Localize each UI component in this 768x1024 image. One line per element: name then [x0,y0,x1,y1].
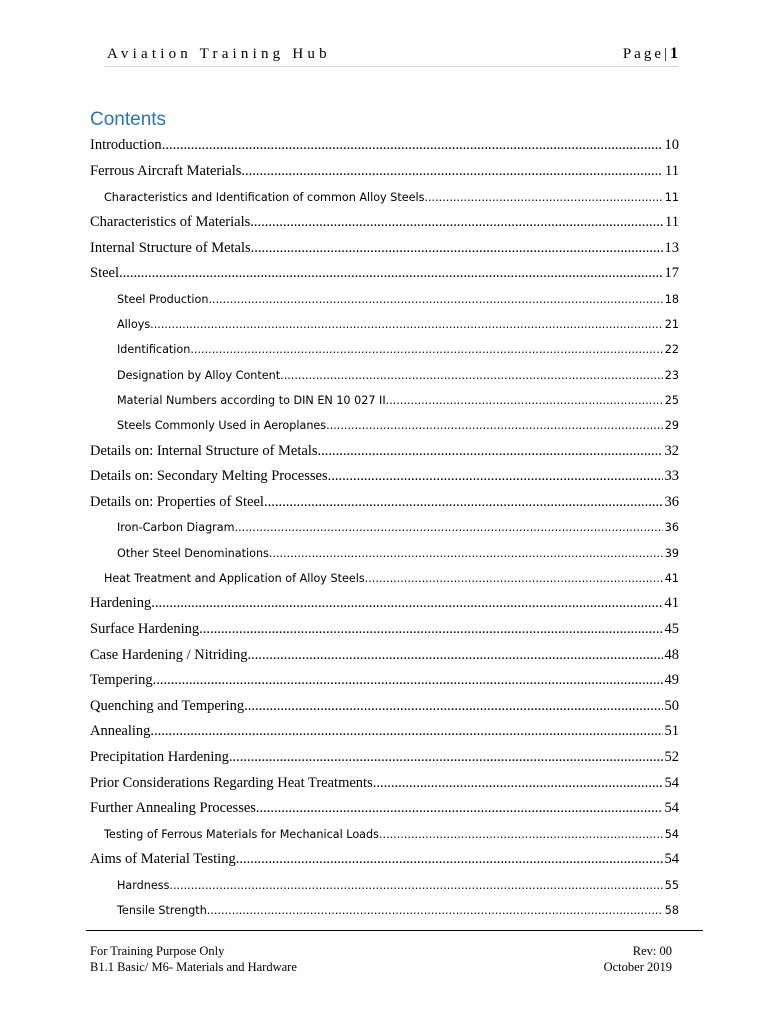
toc-entry[interactable] [117,394,679,407]
toc-entry-page-number: 11 [664,191,679,204]
toc-entry-title: Tensile Strength [117,904,207,917]
toc-entry-page-number: 41 [664,595,679,611]
toc-entry-title: Designation by Alloy Content [117,369,281,382]
footer-left [90,943,297,975]
toc-entry[interactable] [90,494,679,511]
toc-entry[interactable] [104,572,679,585]
toc-dot-leader [326,419,663,432]
toc-entry-title: Steel [90,265,119,281]
toc-entry[interactable] [104,191,679,204]
toc-entry-title: Internal Structure of Metals [90,240,251,256]
toc-dot-leader [162,137,663,154]
toc-entry[interactable] [90,647,679,664]
footer-training-note: For Training Purpose Only [90,944,225,958]
toc-dot-leader [199,621,662,638]
toc-dot-leader [251,240,663,257]
toc-dot-leader [386,394,663,407]
toc-entry-title: Steel Production [117,293,209,306]
toc-entry[interactable] [117,419,679,432]
toc-entry-page-number: 11 [665,214,679,230]
toc-dot-leader [236,851,663,868]
footer-right [604,943,672,975]
toc-dot-leader [269,547,663,560]
toc-entry[interactable] [117,547,679,560]
toc-entry-page-number: 29 [664,419,679,432]
toc-entry-title: Introduction [90,137,162,153]
toc-dot-leader [247,647,662,664]
toc-entry[interactable] [117,293,679,306]
toc-entry-page-number: 39 [664,547,679,560]
toc-entry[interactable] [90,775,679,792]
toc-entry-page-number: 54 [664,851,679,867]
toc-dot-leader [365,572,663,585]
toc-entry-page-number: 32 [664,443,679,459]
toc-entry-page-number: 49 [664,672,679,688]
toc-entry[interactable] [117,343,679,356]
toc-entry-page-number: 50 [664,698,679,714]
toc-dot-leader [373,775,663,792]
toc-entry[interactable] [90,698,679,715]
toc-entry[interactable] [90,265,679,282]
toc-dot-leader [150,723,662,740]
toc-entry-title: Steels Commonly Used in Aeroplanes [117,419,327,432]
toc-entry-page-number: 10 [664,137,679,153]
toc-entry-title: Surface Hardening [90,621,200,637]
toc-dot-leader [264,494,663,511]
toc-entry[interactable] [90,240,679,257]
toc-entry-page-number: 17 [664,265,679,281]
toc-entry-title: Material Numbers according to DIN EN 10 027 II [117,394,386,407]
toc-entry-page-number: 48 [664,647,679,663]
toc-entry-title: Characteristics and Identification of common Alloy Steels [104,191,425,204]
toc-entry[interactable] [104,828,679,841]
toc-entry-title: Details on: Internal Structure of Metals [90,443,318,459]
toc-entry[interactable] [90,851,679,868]
toc-entry-page-number: 22 [664,343,679,356]
toc-entry-title: Testing of Ferrous Materials for Mechanical Loads [104,828,379,841]
toc-entry-title: Prior Considerations Regarding Heat Treatments [90,775,373,791]
toc-entry-page-number: 55 [664,879,679,892]
toc-entry-page-number: 13 [664,240,679,256]
header-page-indicator [623,45,678,63]
toc-entry-title: Tempering [90,672,153,688]
toc-dot-leader [318,443,663,460]
toc-entry-page-number: 54 [664,800,679,816]
toc-entry-title: Heat Treatment and Application of Alloy Steels [104,572,365,585]
footer-revision: Rev: 00 [632,944,672,958]
toc-entry-title: Annealing [90,723,151,739]
toc-entry[interactable] [117,521,679,534]
toc-dot-leader [190,343,662,356]
footer-date: October 2019 [603,960,672,974]
toc-entry-page-number: 45 [664,621,679,637]
toc-entry-title: Characteristics of Materials [90,214,251,230]
toc-entry-title: Details on: Properties of Steel [90,494,264,510]
toc-entry[interactable] [90,723,679,740]
toc-dot-leader [241,163,663,180]
toc-entry-title: Hardening [90,595,152,611]
header-title: Aviation Training Hub [107,46,331,62]
footer-module-name: B1.1 Basic/ M6- Materials and Hardware [90,960,297,974]
toc-dot-leader [328,468,663,485]
toc-entry-title: Other Steel Denominations [117,547,269,560]
toc-dot-leader [119,265,663,282]
toc-dot-leader [207,904,663,917]
toc-dot-leader [244,698,662,715]
toc-entry[interactable] [90,214,679,231]
toc-entry-page-number: 52 [664,749,679,765]
header-page-label: Page| [622,46,670,62]
toc-entry-page-number: 36 [664,494,679,510]
toc-dot-leader [235,521,663,534]
toc-entry-title: Precipitation Hardening [90,749,229,765]
toc-entry-title: Case Hardening / Nitriding [90,647,248,663]
toc-entry-title: Aims of Material Testing [90,851,236,867]
toc-entry[interactable] [90,672,679,689]
toc-dot-leader [169,879,662,892]
toc-dot-leader [151,595,662,612]
toc-dot-leader [256,800,663,817]
toc-entry[interactable] [90,800,679,817]
toc-entry[interactable] [90,443,679,460]
toc-entry[interactable] [117,369,679,382]
toc-entry-page-number: 21 [664,318,679,331]
toc-dot-leader [229,749,663,766]
toc-entry-page-number: 51 [664,723,679,739]
toc-entry-title: Further Annealing Processes [90,800,256,816]
toc-entry[interactable] [90,749,679,766]
toc-entry-page-number: 54 [664,775,679,791]
header-page-number: 1 [670,45,678,62]
toc-entry-title: Hardness [117,879,170,892]
toc-entry[interactable] [117,904,679,917]
toc-entry[interactable] [117,318,679,331]
toc-dot-leader [153,672,663,689]
toc-entry-page-number: 58 [664,904,679,917]
toc-entry-page-number: 36 [664,521,679,534]
toc-entry-page-number: 41 [664,572,679,585]
toc-entry-page-number: 25 [664,394,679,407]
toc-dot-leader [250,214,663,231]
toc-dot-leader [280,369,663,382]
toc-entry[interactable] [90,468,679,485]
footer-divider [86,930,703,931]
toc-entry-page-number: 18 [664,293,679,306]
page-header [105,44,678,67]
contents-heading: Contents [90,109,167,130]
toc-dot-leader [379,828,663,841]
toc-dot-leader [208,293,662,306]
toc-entry-title: Iron-Carbon Diagram [117,521,235,534]
toc-entry[interactable] [90,137,679,154]
toc-entry-page-number: 11 [665,163,679,179]
toc-entry-title: Identification [117,343,191,356]
toc-dot-leader [150,318,663,331]
toc-entry-title: Details on: Secondary Melting Processes [90,468,328,484]
toc-entry-title: Ferrous Aircraft Materials [90,163,242,179]
toc-entry[interactable] [90,595,679,612]
toc-entry[interactable] [90,163,679,180]
toc-entry-page-number: 54 [664,828,679,841]
toc-entry[interactable] [117,879,679,892]
toc-entry-page-number: 33 [664,468,679,484]
toc-entry[interactable] [90,621,679,638]
toc-entry-page-number: 23 [664,369,679,382]
toc-dot-leader [424,191,662,204]
toc-entry-title: Quenching and Tempering [90,698,245,714]
toc-entry-title: Alloys [117,318,151,331]
